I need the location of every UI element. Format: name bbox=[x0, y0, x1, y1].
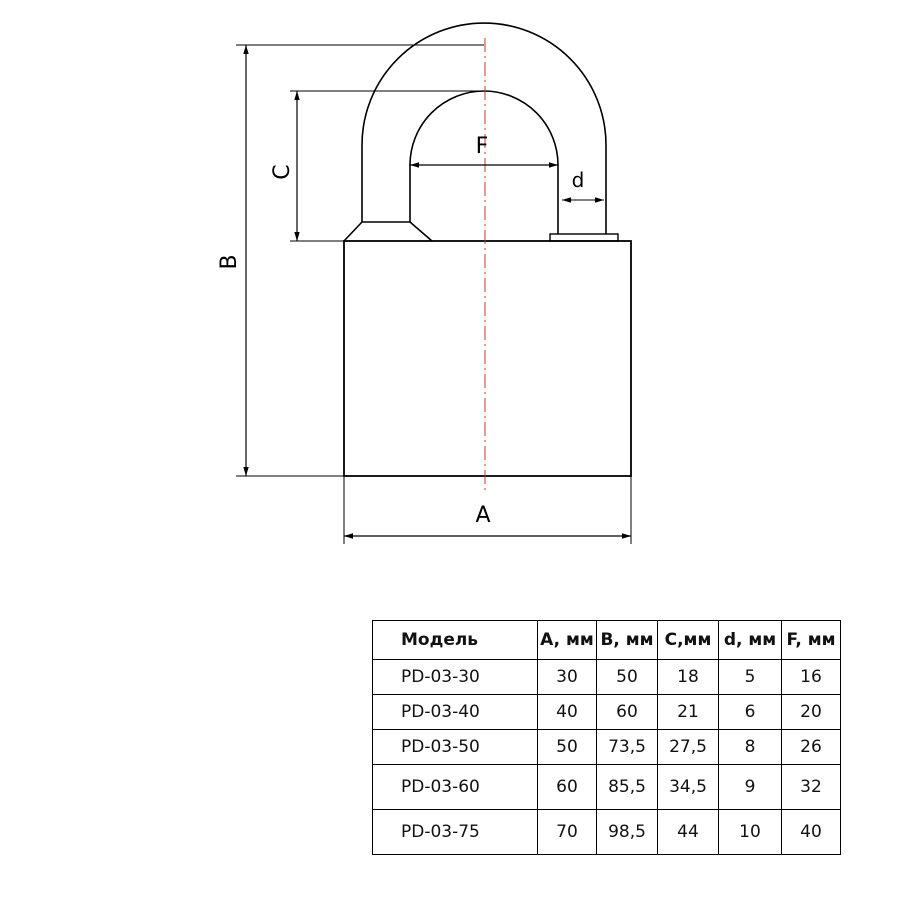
table-row bbox=[373, 810, 841, 855]
table-row bbox=[373, 765, 841, 810]
cell-a: 60 bbox=[538, 765, 597, 810]
specifications-table bbox=[372, 620, 841, 855]
header-f: F, мм bbox=[782, 621, 841, 660]
header-model: Модель bbox=[373, 621, 538, 660]
cell-b: 73,5 bbox=[597, 730, 658, 765]
cell-model: PD-03-50 bbox=[373, 730, 538, 765]
cell-f: 26 bbox=[782, 730, 841, 765]
header-a: A, мм bbox=[538, 621, 597, 660]
table-header-row bbox=[373, 621, 841, 660]
dimension-b-label: B bbox=[217, 254, 242, 270]
cell-f: 16 bbox=[782, 660, 841, 695]
lock-body bbox=[344, 241, 631, 476]
shackle-collar bbox=[344, 222, 432, 241]
cell-d: 10 bbox=[719, 810, 782, 855]
header-c: C,мм bbox=[658, 621, 719, 660]
cell-b: 85,5 bbox=[597, 765, 658, 810]
cell-a: 50 bbox=[538, 730, 597, 765]
cell-a: 70 bbox=[538, 810, 597, 855]
cell-c: 34,5 bbox=[658, 765, 719, 810]
cell-model: PD-03-30 bbox=[373, 660, 538, 695]
cell-a: 40 bbox=[538, 695, 597, 730]
cell-f: 20 bbox=[782, 695, 841, 730]
cell-c: 21 bbox=[658, 695, 719, 730]
cell-f: 40 bbox=[782, 810, 841, 855]
cell-d: 6 bbox=[719, 695, 782, 730]
cell-f: 32 bbox=[782, 765, 841, 810]
cell-a: 30 bbox=[538, 660, 597, 695]
cell-c: 44 bbox=[658, 810, 719, 855]
cell-d: 9 bbox=[719, 765, 782, 810]
shackle-inner bbox=[410, 91, 558, 234]
table-row bbox=[373, 695, 841, 730]
cell-model: PD-03-40 bbox=[373, 695, 538, 730]
cell-d: 8 bbox=[719, 730, 782, 765]
cell-c: 18 bbox=[658, 660, 719, 695]
cell-d: 5 bbox=[719, 660, 782, 695]
shackle-seat bbox=[550, 234, 618, 241]
cell-b: 60 bbox=[597, 695, 658, 730]
shackle-outer bbox=[362, 23, 606, 234]
cell-model: PD-03-60 bbox=[373, 765, 538, 810]
header-d: d, мм bbox=[719, 621, 782, 660]
dimension-f-label: F bbox=[475, 134, 489, 159]
dimension-d-label: d bbox=[571, 168, 585, 192]
table-row bbox=[373, 660, 841, 695]
cell-c: 27,5 bbox=[658, 730, 719, 765]
cell-b: 98,5 bbox=[597, 810, 658, 855]
table-row bbox=[373, 730, 841, 765]
header-b: B, мм bbox=[597, 621, 658, 660]
dimension-c-label: C bbox=[270, 164, 295, 180]
cell-model: PD-03-75 bbox=[373, 810, 538, 855]
cell-b: 50 bbox=[597, 660, 658, 695]
dimension-a-label: A bbox=[475, 503, 491, 528]
